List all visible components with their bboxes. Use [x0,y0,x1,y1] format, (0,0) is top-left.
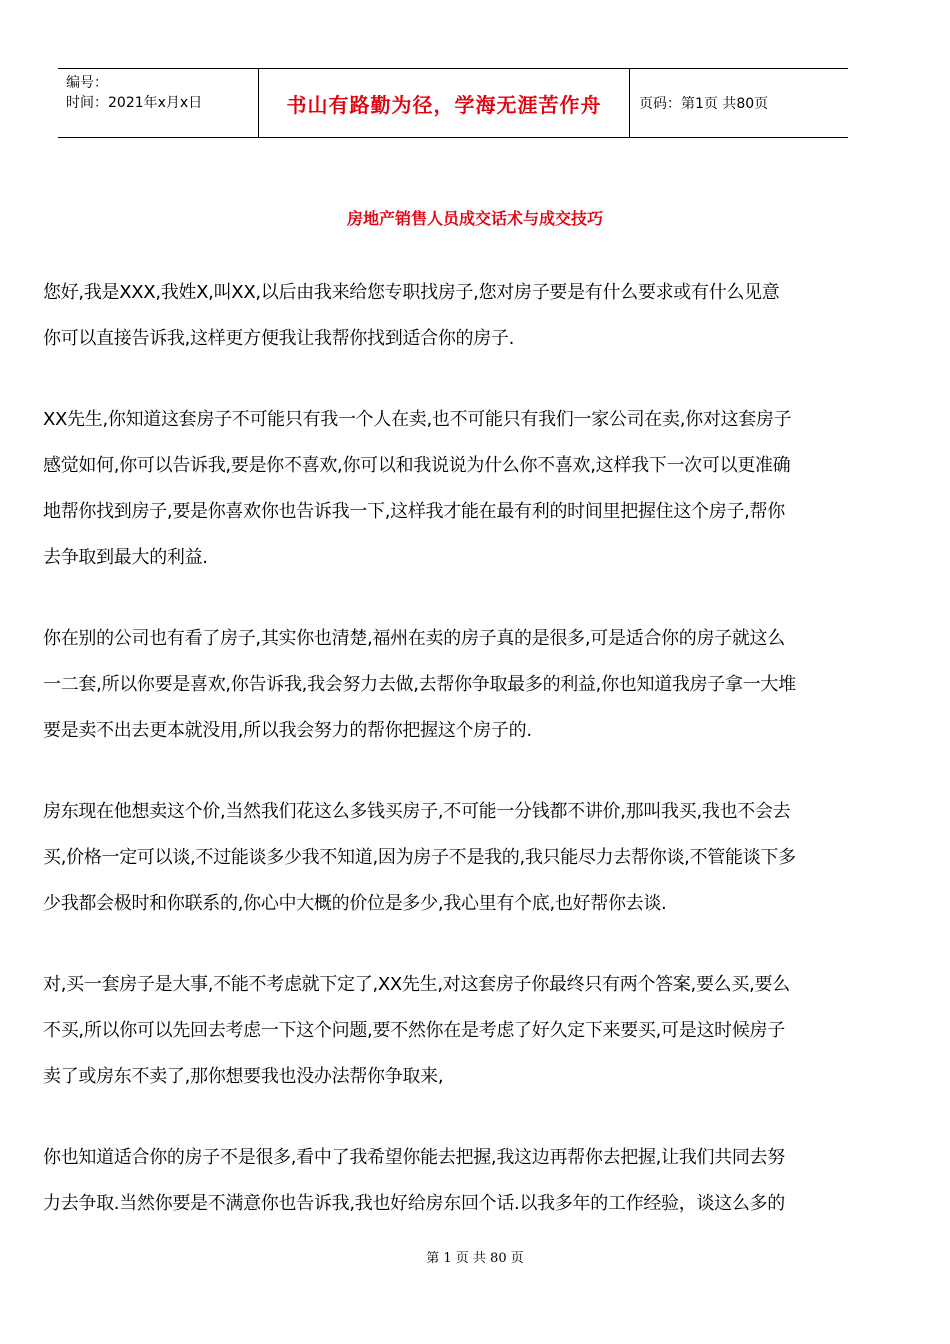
paragraph-line: 你也知道适合你的房子不是很多,看中了我希望你能去把握,我这边再帮你去把握,让我们共同去努 [43,1147,785,1168]
number-label: 编号： [66,75,108,91]
paragraph [43,270,863,362]
header-meta [58,69,258,137]
paragraph-line: 你可以直接告诉我,这样更方便我让我帮你找到适合你的房子. [43,328,515,349]
paragraph-line: 感觉如何,你可以告诉我,要是你不喜欢,你可以和我说说为什么你不喜欢,这样我下一次可以更准确 [43,455,791,476]
header-page-label: 页码：第1页 共80页 [639,96,769,112]
paragraph [43,789,863,927]
time-label: 时间：2021年x月x日 [66,95,203,111]
paragraph [43,616,863,754]
paragraph-line: 去争取到最大的利益. [43,547,208,568]
header-motto: 书山有路勤为径，学海无涯苦作舟 [258,69,630,137]
document-body [43,270,863,1262]
paragraph-line: XX先生,你知道这套房子不可能只有我一个人在卖,也不可能只有我们一家公司在卖,你对这套房子 [43,409,792,430]
paragraph-line: 不买,所以你可以先回去考虑一下这个问题,要不然你在是考虑了好久定下来要买,可是这时候房子 [43,1020,785,1041]
paragraph-line: 地帮你找到房子,要是你喜欢你也告诉我一下,这样我才能在最有利的时间里把握住这个房子,帮你 [43,501,785,522]
paragraph-line: 房东现在他想卖这个价,当然我们花这么多钱买房子,不可能一分钱都不讲价,那叫我买,我也不会去 [43,801,791,822]
paragraph [43,1135,863,1227]
paragraph-line: 力去争取.当然你要是不满意你也告诉我,我也好给房东回个话.以我多年的工作经验，谈这么多的 [43,1193,785,1214]
paragraph [43,962,863,1100]
paragraph-line: 卖了或房东不卖了,那你想要我也没办法帮你争取来, [43,1066,444,1087]
paragraph-line: 你在别的公司也有看了房子,其实你也清楚,福州在卖的房子真的是很多,可是适合你的房子就这么 [43,628,785,649]
document-title: 房地产销售人员成交话术与成交技巧 [346,209,603,228]
paragraph-line: 少我都会极时和你联系的,你心中大概的价位是多少,我心里有个底,也好帮你去谈. [43,893,667,914]
paragraph-line: 您好,我是XXX,我姓X,叫XX,以后由我来给您专职找房子,您对房子要是有什么要求或有什么见意 [43,282,780,303]
paragraph-line: 买,价格一定可以谈,不过能谈多少我不知道,因为房子不是我的,我只能尽力去帮你谈,不管能谈下多 [43,847,796,868]
paragraph-line: 对,买一套房子是大事,不能不考虑就下定了,XX先生,对这套房子你最终只有两个答案,要么买,要么 [43,974,790,995]
page-footer: 第 1 页 共 80 页 [426,1251,524,1266]
paragraph-line: 要是卖不出去更本就没用,所以我会努力的帮你把握这个房子的. [43,720,532,741]
document-header [58,68,848,138]
paragraph [43,397,863,581]
paragraph-line: 一二套,所以你要是喜欢,你告诉我,我会努力去做,去帮你争取最多的利益,你也知道我房子拿一大堆 [43,674,796,695]
